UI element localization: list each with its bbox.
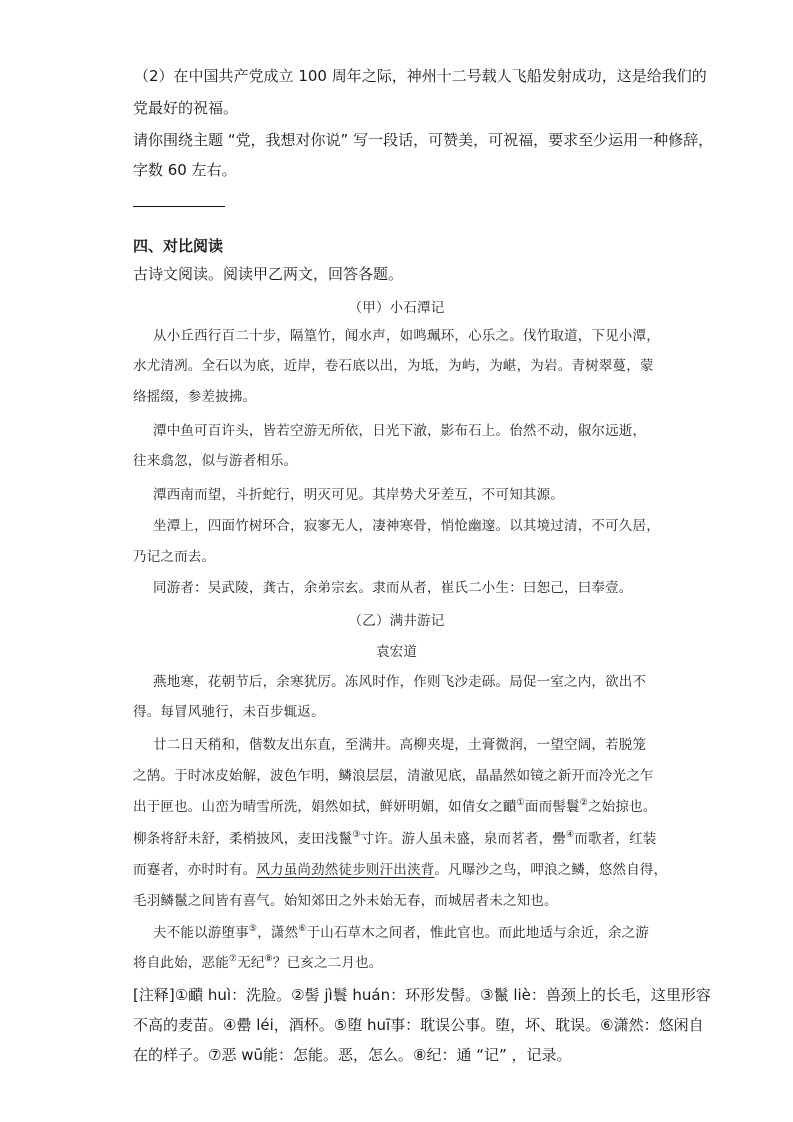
- jia-line: 坐潭上，四面竹树环合，寂寥无人，凄神寒骨，悄怆幽邃。以其境过清，不可久居，: [153, 518, 660, 534]
- yi-text: 夫不能以游堕事: [153, 925, 249, 941]
- yi-text: ？已亥之二月也。: [272, 955, 383, 971]
- yi-text: ，潇然: [257, 925, 299, 941]
- footnote-mark: ⑧: [264, 954, 273, 964]
- underlined-sentence: 风力虽尚劲然徒步则汗出浃背: [256, 862, 435, 878]
- yi-line: 得。每冒风驰行，未百步辄返。: [133, 704, 325, 720]
- yi-text: 面而髻鬟: [524, 799, 580, 815]
- yi-text: 寸许。游人虽未盛，泉而茗者，罍: [360, 831, 566, 847]
- section-title: 四、对比阅读: [133, 237, 224, 255]
- jia-line: 往来翕忽，似与游者相乐。: [133, 453, 298, 469]
- footnote-mark: ③: [352, 830, 361, 840]
- footnote-mark: ⑤: [248, 924, 258, 934]
- q2-line-3: 请你围绕主题 “党，我想对你说” 写一段话，可赞美，可祝福，要求至少运用一种修辞，: [133, 131, 714, 149]
- yi-text: 出于匣也。山峦为晴雪所洗，娟然如拭，鲜妍明媚，如倩女之靧: [133, 799, 517, 815]
- text-yi-title: （乙）满井游记: [348, 613, 445, 629]
- jia-line: 同游者：吴武陵，龚古，余弟宗玄。隶而从者，崔氏二小生：曰恕己，曰奉壹。: [153, 580, 633, 596]
- yi-line: [153, 923, 649, 943]
- q2-line-1: （2）在中国共产党成立 100 周年之际，神州十二号载人飞船发射成功，这是给我们的: [134, 67, 707, 85]
- yi-line: 毛羽鳞鬣之间皆有喜气。始知郊田之外未始无春，而城居者未之知也。: [133, 893, 558, 909]
- q2-line-2: 党最好的祝福。: [133, 99, 239, 117]
- yi-line: 之鹄。于时冰皮始解，波色乍明，鳞浪层层，清澈见底，晶晶然如镜之新开而冷光之乍: [133, 768, 654, 784]
- jia-line: 水尤清冽。全石以为底，近岸，卷石底以出，为坻，为屿，为嵁，为岩。青树翠蔓，蒙: [133, 358, 654, 374]
- jia-line: 潭中鱼可百许头，皆若空游无所依，日光下澈，影布石上。佁然不动，俶尔远逝，: [153, 423, 647, 439]
- yi-text: 无纪: [237, 955, 265, 971]
- notes-line: 不高的麦苗。④罍 léi，酒杯。⑤堕 huī事：耽误公事。堕，坏、耽误。⑥潇然：悠闲自: [133, 1016, 704, 1034]
- footnote-mark: ⑥: [298, 924, 307, 934]
- yi-text: 而蹇者，亦时时有。: [133, 862, 257, 878]
- footnote-mark: ⑦: [228, 954, 238, 964]
- yi-text: 将自此始，恶能: [133, 955, 229, 971]
- yi-line: 廿二日天稍和，偕数友出东直，至满井。高柳夹堤，土膏微润，一望空阔，若脱笼: [153, 737, 647, 753]
- yi-line: 燕地寒，花朝节后，余寒犹厉。冻风时作，作则飞沙走砾。局促一室之内，欲出不: [153, 674, 647, 690]
- q2-line-4: 字数 60 左右。: [133, 161, 237, 179]
- yi-text: 而歌者，红装: [574, 831, 657, 847]
- yi-text: 柳条将舒未舒，柔梢披风，麦田浅鬣: [133, 831, 353, 847]
- footnote-mark: ④: [565, 830, 575, 840]
- text-jia-title: （甲）小石潭记: [348, 300, 445, 316]
- jia-line: 潭西南而望，斗折蛇行，明灭可见。其岸势犬牙差互，不可知其源。: [153, 487, 564, 503]
- yi-line: [133, 829, 656, 849]
- notes-line: 在的样子。⑦恶 wū能：怎能。恶，怎么。⑧纪：通 “记” ，记录。: [133, 1046, 572, 1064]
- yi-text: 于山石草木之间者，惟此官也。而此地适与余近，余之游: [306, 925, 650, 941]
- answer-blank-line: [133, 206, 225, 207]
- yi-text: 。凡曝沙之鸟，呷浪之鳞，悠然自得，: [434, 862, 668, 878]
- section-intro: 古诗文阅读。阅读甲乙两文，回答各题。: [133, 265, 404, 283]
- yi-line: [133, 797, 656, 817]
- yi-line: [133, 953, 382, 973]
- footnote-mark: ②: [579, 798, 588, 808]
- yi-line: [133, 860, 667, 880]
- notes-line: [注释]①靧 huì：洗脸。②髻 jì鬟 huán：环形发髻。③鬣 liè：兽颈上的长毛，这里形容: [133, 986, 711, 1004]
- footnote-mark: ①: [516, 798, 525, 808]
- jia-line: 从小丘西行百二十步，隔篁竹，闻水声，如鸣珮环，心乐之。伐竹取道，下见小潭，: [153, 328, 660, 344]
- jia-line: 乃记之而去。: [133, 549, 216, 565]
- yi-text: 之始掠也。: [587, 799, 657, 815]
- text-yi-author: 袁宏道: [375, 644, 418, 660]
- jia-line: 络摇缀，参差披拂。: [133, 389, 257, 405]
